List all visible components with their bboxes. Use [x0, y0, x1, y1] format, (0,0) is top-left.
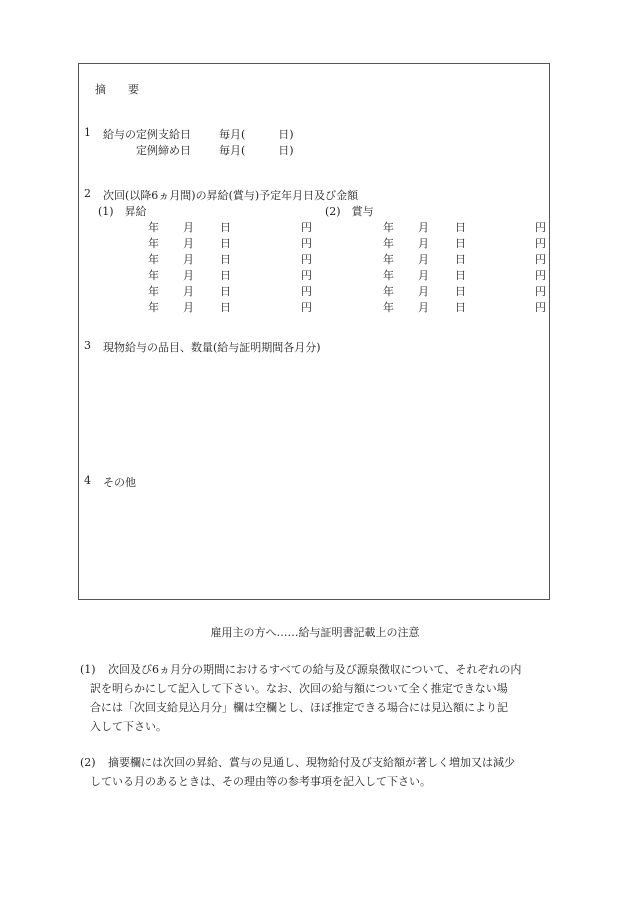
raise-yen-label: 円 [301, 253, 312, 266]
item1-number: 1 [84, 126, 91, 139]
item4-number: 4 [84, 474, 91, 487]
bonus-month-label: 月 [418, 301, 429, 314]
bonus-yen-label: 円 [535, 253, 546, 266]
bonus-day-label: 日 [455, 253, 466, 266]
raise-month-label: 月 [183, 269, 194, 282]
cutoff-label: 定例締め日 [136, 144, 191, 157]
note-1-line: 次回及び6ヵ月分の期間におけるすべての給与及び源泉徴収について、それぞれの内 [108, 663, 522, 676]
raise-month-label: 月 [183, 285, 194, 298]
cutoff-value: 毎月( 日) [219, 144, 294, 157]
date-row [79, 235, 549, 250]
bonus-day-label: 日 [455, 221, 466, 234]
item2-heading: 次回(以降6ヵ月間)の昇給(賞与)予定年月日及び金額 [103, 189, 359, 202]
raise-month-label: 月 [183, 221, 194, 234]
raise-month-label: 月 [183, 253, 194, 266]
raise-yen-label: 円 [301, 285, 312, 298]
bonus-month-label: 月 [418, 221, 429, 234]
payday-label: 給与の定例支給日 [103, 128, 191, 141]
bonus-year-label: 年 [383, 285, 394, 298]
bonus-year-label: 年 [383, 269, 394, 282]
summary-box [78, 63, 550, 600]
bonus-month-label: 月 [418, 269, 429, 282]
bonus-day-label: 日 [455, 237, 466, 250]
date-row [79, 299, 549, 314]
bonus-yen-label: 円 [535, 285, 546, 298]
note-1-line: 訳を明らかにして記入して下さい。なお、次回の給与額について全く推定できない場 [90, 682, 508, 695]
date-row [79, 219, 549, 234]
payday-value: 毎月( 日) [219, 128, 294, 141]
bonus-month-label: 月 [418, 253, 429, 266]
raise-year-label: 年 [148, 253, 159, 266]
bonus-year-label: 年 [383, 301, 394, 314]
raise-label: (1) 昇給 [98, 205, 147, 218]
raise-year-label: 年 [148, 301, 159, 314]
note-2 [80, 753, 560, 793]
item4-heading: その他 [103, 476, 136, 489]
bonus-year-label: 年 [383, 237, 394, 250]
bonus-day-label: 日 [455, 301, 466, 314]
raise-yen-label: 円 [301, 269, 312, 282]
raise-year-label: 年 [148, 269, 159, 282]
bonus-yen-label: 円 [535, 237, 546, 250]
bonus-year-label: 年 [383, 253, 394, 266]
raise-day-label: 日 [220, 253, 231, 266]
bonus-month-label: 月 [418, 237, 429, 250]
date-row [79, 283, 549, 298]
bonus-yen-label: 円 [535, 301, 546, 314]
raise-yen-label: 円 [301, 301, 312, 314]
note-1-line: 入して下さい。 [90, 720, 167, 733]
raise-day-label: 日 [220, 285, 231, 298]
raise-day-label: 日 [220, 269, 231, 282]
date-row [79, 251, 549, 266]
raise-day-label: 日 [220, 301, 231, 314]
bonus-year-label: 年 [383, 221, 394, 234]
raise-yen-label: 円 [301, 221, 312, 234]
note-1-body [90, 660, 556, 736]
bonus-month-label: 月 [418, 285, 429, 298]
note-2-body [90, 753, 556, 791]
note-1-line: 合には「次回支給見込月分」欄は空欄とし、ほぼ推定できる場合には見込額により記 [90, 701, 508, 714]
bonus-label: (2) 賞与 [325, 205, 374, 218]
raise-day-label: 日 [220, 237, 231, 250]
item3-number: 3 [84, 339, 91, 352]
raise-day-label: 日 [220, 221, 231, 234]
note-2-line: している月のあるときは、その理由等の参考事項を記入して下さい。 [90, 775, 431, 788]
bonus-yen-label: 円 [535, 221, 546, 234]
bonus-day-label: 日 [455, 269, 466, 282]
raise-year-label: 年 [148, 285, 159, 298]
raise-year-label: 年 [148, 237, 159, 250]
item2-number: 2 [84, 187, 91, 200]
raise-year-label: 年 [148, 221, 159, 234]
note-2-number: (2) [80, 756, 96, 769]
bonus-yen-label: 円 [535, 269, 546, 282]
item3-heading: 現物給与の品目、数量(給与証明期間各月分) [103, 341, 321, 354]
date-row [79, 267, 549, 282]
raise-month-label: 月 [183, 237, 194, 250]
note-1-number: (1) [80, 663, 96, 676]
summary-title: 摘 要 [95, 83, 139, 96]
note-2-line: 摘要欄には次回の昇給、賞与の見通し、現物給付及び支給額が著しく増加又は減少 [108, 756, 515, 769]
notes-title: 雇用主の方へ……給与証明書記載上の注意 [210, 626, 420, 639]
raise-yen-label: 円 [301, 237, 312, 250]
bonus-day-label: 日 [455, 285, 466, 298]
note-1 [80, 660, 560, 740]
raise-month-label: 月 [183, 301, 194, 314]
